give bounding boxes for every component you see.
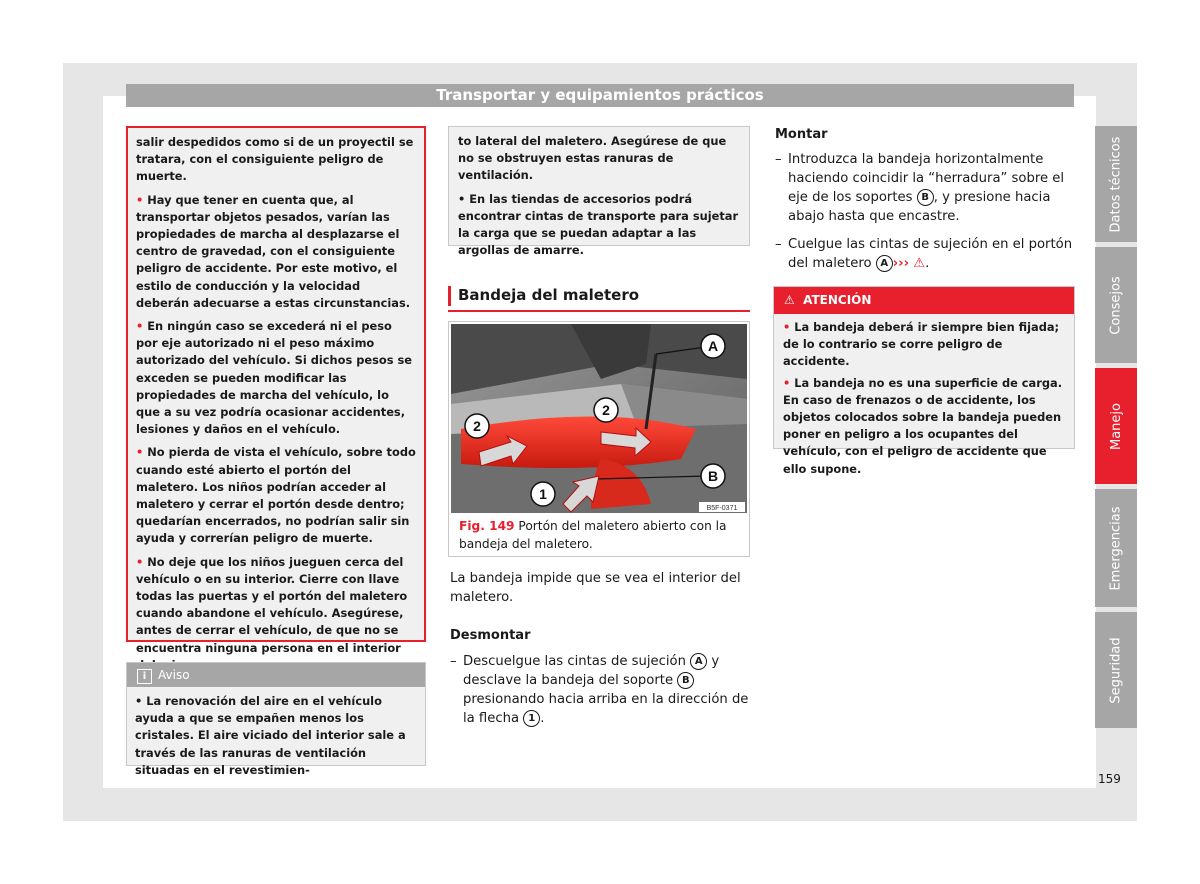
heading-desmontar: Desmontar <box>450 628 531 643</box>
attention-header: ⚠ ATENCIÓN <box>774 287 1074 314</box>
page-number: 159 <box>1098 772 1121 786</box>
warning-paragraph: • No deje que los niños jueguen cerca del vehículo o en su interior. Cierre con llave todas las puertas y el portón del maletero cuando abandone el vehículo. Asegúrese, antes de cerrar el vehículo, de que no se encuentra ninguna persona en el interior <box>136 554 408 655</box>
attention-box <box>773 286 1075 476</box>
tab-manejo[interactable]: Manejo <box>1095 368 1137 484</box>
marker-a: A <box>690 653 707 670</box>
note-box <box>126 662 426 777</box>
svg-text:2: 2 <box>602 402 610 418</box>
attention-body <box>774 314 1074 487</box>
warning-triangle-icon: ⚠ <box>913 256 926 271</box>
warning-paragraph: • Hay que tener en cuenta que, al transportar objetos pesados, varían las propiedades de marcha al desplazarse el centro de gravedad, con el consiguiente peligro de accidente. Por este motivo, el estilo de conducción y la velocidad deberán adecuarse a estas circunstancias. <box>136 192 411 310</box>
body-intro: La bandeja impide que se vea el interior del maletero. <box>450 571 741 605</box>
section-header: Transportar y equipamientos prácticos <box>126 84 1074 107</box>
trunk-shelf-illustration <box>451 324 747 513</box>
note-paragraph: to lateral del maletero. Asegúrese de que no se obstruyen estas ranuras de ventilación. <box>458 134 727 183</box>
cross-reference-arrows: ››› <box>892 256 910 271</box>
section-title: Bandeja del maletero <box>448 286 750 312</box>
marker-b: B <box>917 189 934 206</box>
warning-paragraph: • No pierda de vista el vehículo, sobre todo cuando esté abierto el portón del maletero. Los niños podrían acceder al maletero y cerrar el portón desde dentro; quedarían encerrados, no podrían salir sin ayuda y correrían peligro de muerte. <box>136 445 416 546</box>
note-body: • La renovación del aire en el vehículo ayuda a que se empañen menos los cristales. El aire viciado del interior sale a través de las ranuras de ventilación situadas en el revestimien- <box>135 694 406 777</box>
step-montar-2: – Cuelgue las cintas de sujeción en el portón del maletero A ››› ⚠. <box>775 237 1073 271</box>
warning-paragraph: salir despedidos como si de un proyectil se tratara, con el consiguiente peligro de muerte. <box>136 135 414 184</box>
note-header: i Aviso <box>127 663 425 687</box>
note-paragraph: • En las tiendas de accesorios podrá encontrar cintas de transporte para sujetar la carga que se puedan adaptar a las argollas de amarre. <box>458 191 739 258</box>
marker-b: B <box>677 672 694 689</box>
tab-consejos[interactable]: Consejos <box>1095 247 1137 363</box>
warning-triangle-icon: ⚠ <box>784 293 795 307</box>
attention-paragraph: • La bandeja deberá ir siempre bien fijada; de lo contrario se corre peligro de accidente. <box>783 320 1060 369</box>
svg-text:A: A <box>707 338 719 354</box>
svg-text:1: 1 <box>539 486 547 502</box>
figure-box <box>448 321 750 557</box>
marker-1: 1 <box>523 710 540 727</box>
marker-a: A <box>876 255 893 272</box>
warning-paragraph: • En ningún caso se excederá ni el peso por eje autorizado ni el peso máximo autorizado del vehículo. Si dichos pesos se exceden se pueden modificar las propiedades de marcha del vehículo, lo que a su vez podría ocasionar accidentes, lesiones y daños en el vehículo. <box>136 319 412 437</box>
tab-emergencias[interactable]: Emergencias <box>1095 489 1137 607</box>
info-icon: i <box>137 669 152 684</box>
figure-caption: Fig. 149 Portón del maletero abierto con la bandeja del maletero. <box>459 519 727 551</box>
note-box-continued <box>448 126 750 258</box>
warning-box-continued <box>126 126 426 655</box>
attention-paragraph: • La bandeja no es una superficie de carga. En caso de frenazos o de accidente, los objetos colocados sobre la bandeja pueden poner en peligro a los ocupantes del vehículo, con el peligro de accidente que ello supone. <box>783 375 1063 476</box>
step-desmontar: – Descuelgue las cintas de sujeción A y desclave la bandeja del soporte B presionando hacia arriba en la dirección de la flecha 1 . <box>450 654 749 726</box>
heading-montar: Montar <box>775 127 828 142</box>
svg-text:B: B <box>707 468 719 484</box>
step-montar-1: – Introduzca la bandeja horizontalmente haciendo coincidir la “herradura” sobre el eje de los soportes B , y presione hacia abajo hasta que encastre. <box>775 152 1065 224</box>
tab-seguridad[interactable]: Seguridad <box>1095 612 1137 728</box>
svg-text:2: 2 <box>473 418 481 434</box>
svg-text:B5F-0371: B5F-0371 <box>706 505 738 512</box>
tab-datos-tecnicos[interactable]: Datos técnicos <box>1095 126 1137 242</box>
